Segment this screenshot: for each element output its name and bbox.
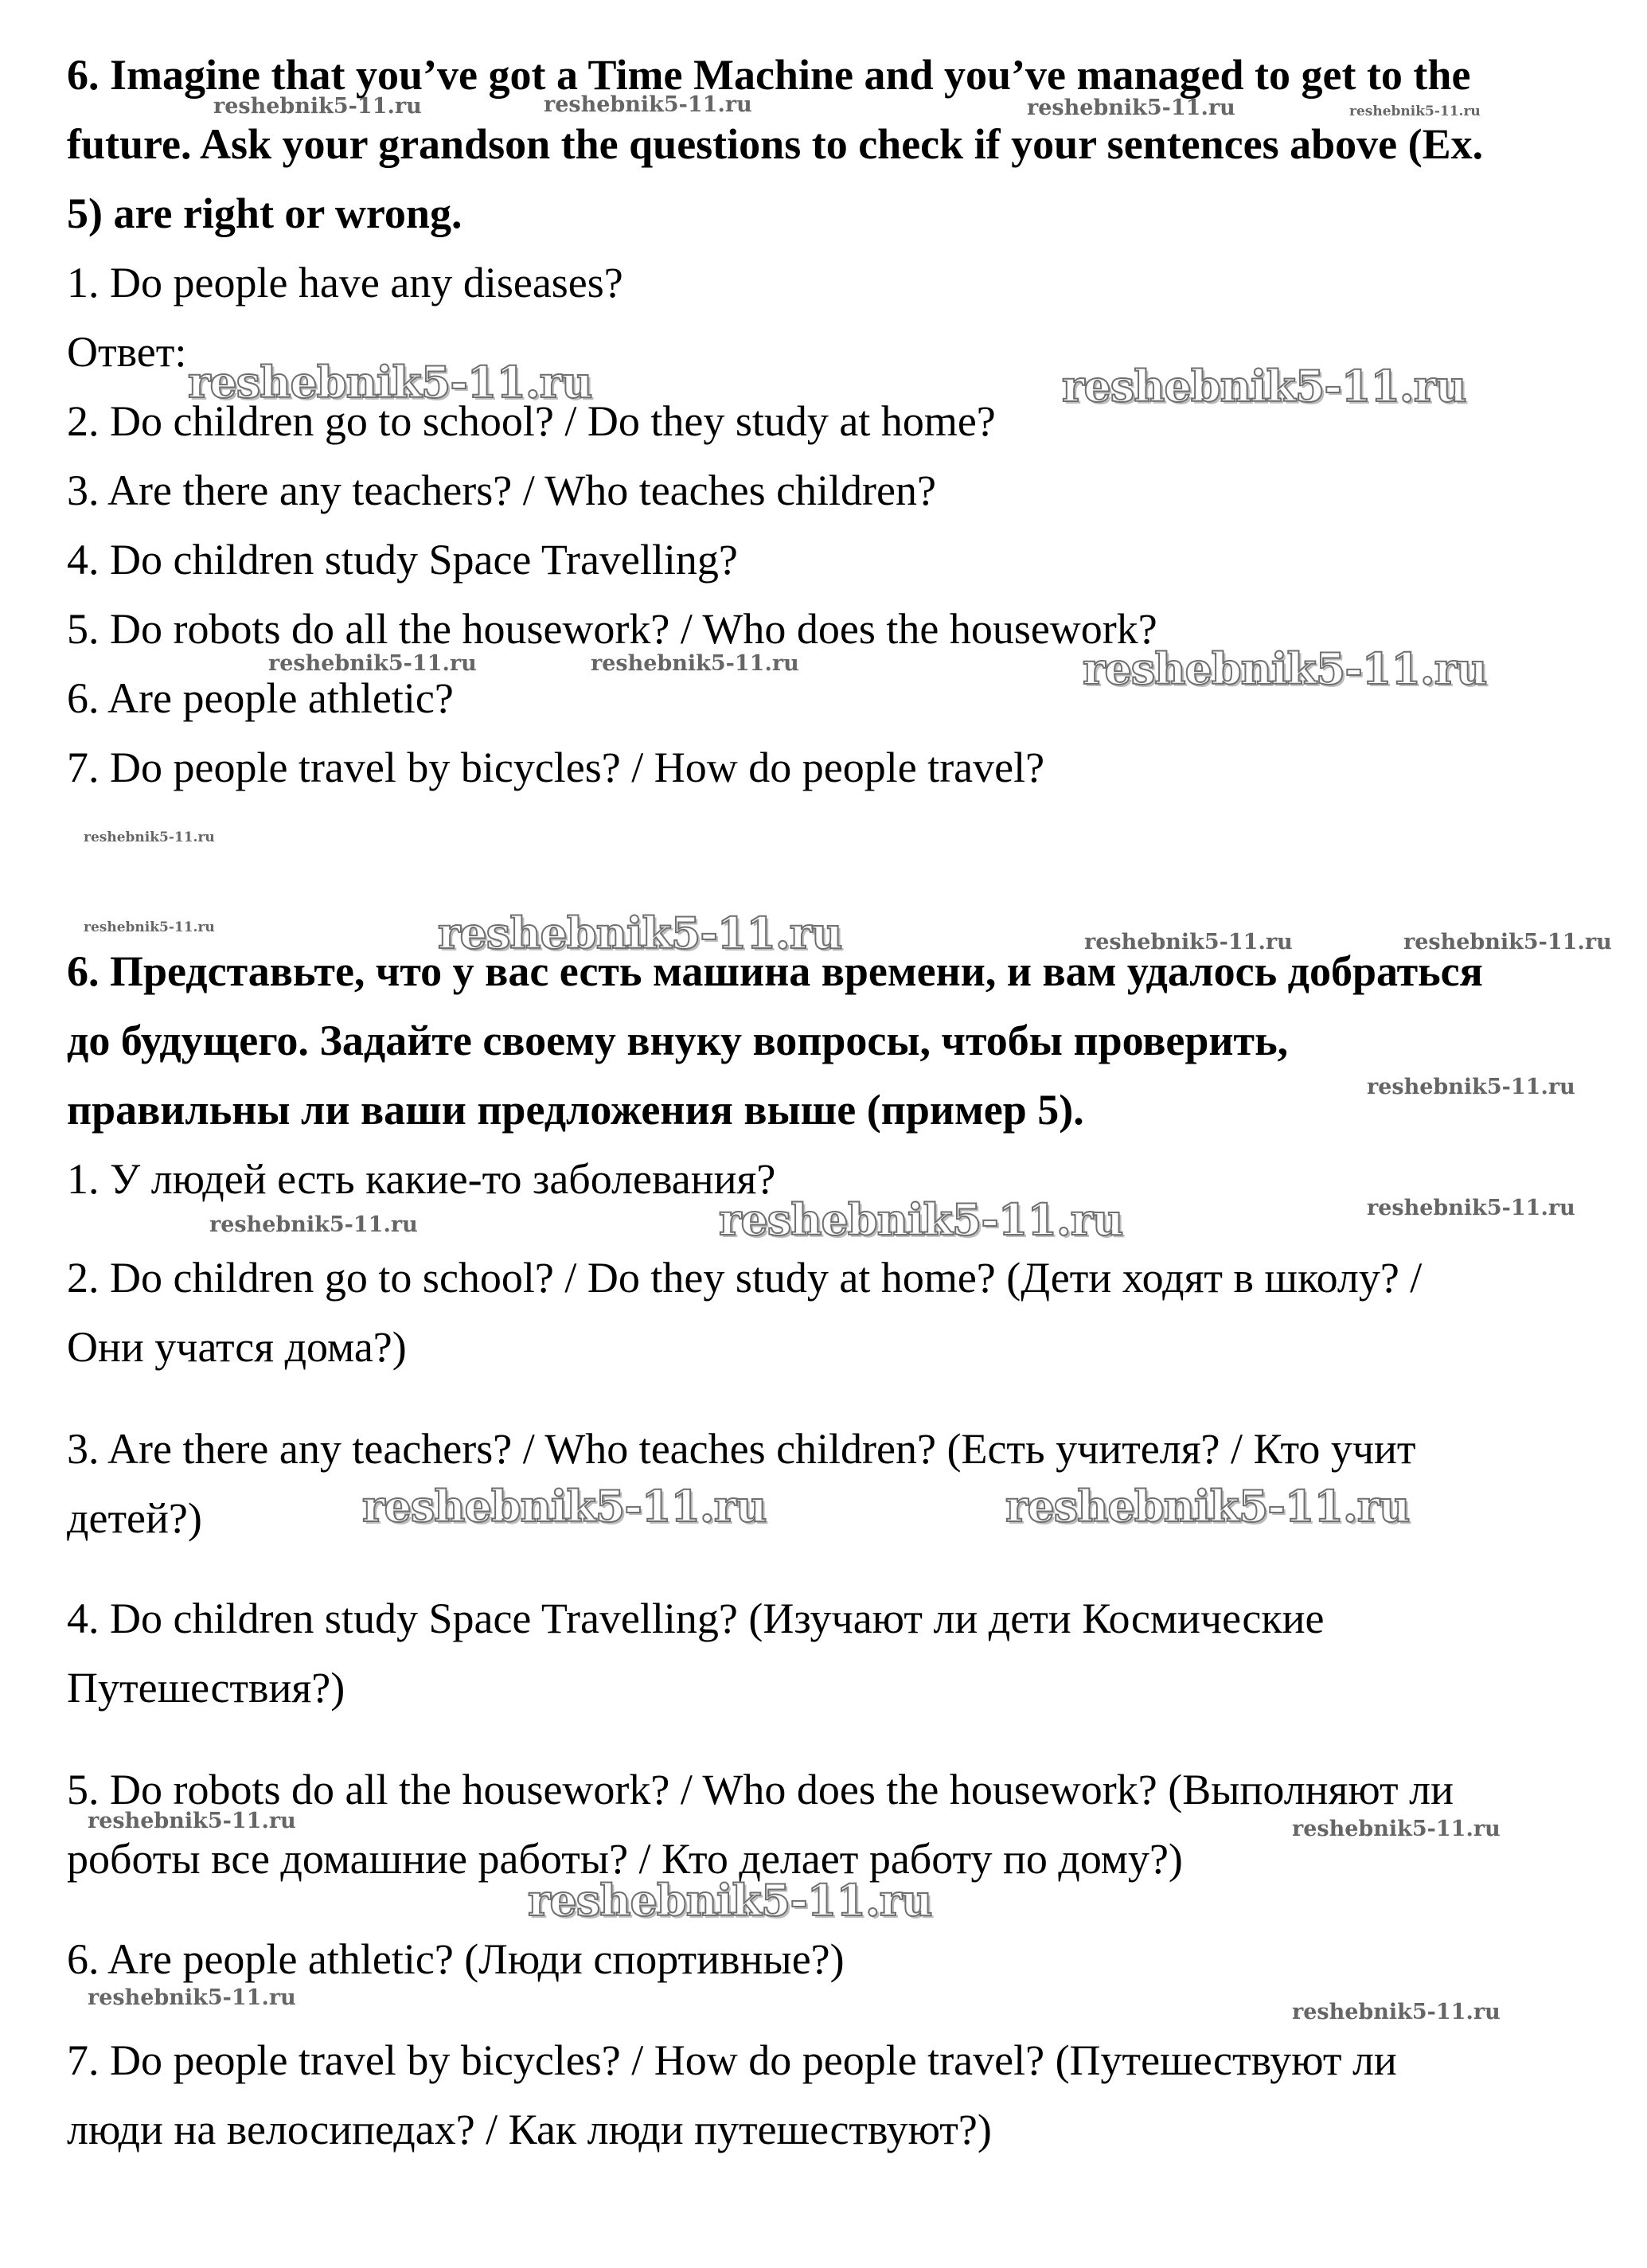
russian-question-3-line-1: 3. Are there any teachers? / Who teaches children? (Есть учителя? / Кто учит — [67, 1425, 1416, 1473]
english-question-7: 7. Do people travel by bicycles? / How do people travel? — [67, 744, 1045, 791]
watermark: reshebnik5-11.ru — [1292, 2000, 1501, 2024]
watermark: reshebnik5-11.ru — [719, 1194, 1123, 1245]
watermark: reshebnik5-11.ru — [188, 357, 592, 408]
russian-question-1: 1. У людей есть какие-то заболевания? — [67, 1155, 776, 1203]
watermark: reshebnik5-11.ru — [544, 92, 752, 117]
watermark: reshebnik5-11.ru — [88, 1809, 296, 1833]
watermark: reshebnik5-11.ru — [1367, 1196, 1575, 1220]
watermark: reshebnik5-11.ru — [84, 919, 215, 935]
watermark: reshebnik5-11.ru — [1349, 103, 1481, 119]
russian-heading-line-2: до будущего. Задайте своему внуку вопросы, чтобы проверить, — [67, 1017, 1289, 1064]
watermark: reshebnik5-11.ru — [1367, 1075, 1575, 1099]
watermark: reshebnik5-11.ru — [213, 94, 422, 119]
english-question-1: 1. Do people have any diseases? — [67, 259, 623, 306]
russian-question-5-line-1: 5. Do robots do all the housework? / Who does the housework? (Выполняют ли — [67, 1766, 1454, 1813]
watermark: reshebnik5-11.ru — [591, 651, 799, 676]
russian-question-7-line-2: люди на велосипедах? / Как люди путешествуют?) — [67, 2106, 992, 2153]
watermark: reshebnik5-11.ru — [1027, 96, 1235, 120]
watermark: reshebnik5-11.ru — [1005, 1481, 1410, 1532]
english-heading-line-3: 5) are right or wrong. — [67, 189, 462, 237]
english-question-5: 5. Do robots do all the housework? / Who does the housework? — [67, 605, 1157, 653]
watermark: reshebnik5-11.ru — [1084, 930, 1293, 954]
english-heading-line-2: future. Ask your grandson the questions to check if your sentences above (Ex. — [67, 120, 1484, 168]
english-heading-line-1: 6. Imagine that you’ve got a Time Machine and you’ve managed to get to the — [67, 51, 1471, 99]
russian-question-5-line-2: роботы все домашние работы? / Кто делает работу по дому?) — [67, 1835, 1183, 1883]
russian-question-2-line-2: Они учатся дома?) — [67, 1323, 407, 1371]
watermark: reshebnik5-11.ru — [84, 830, 215, 845]
english-question-2: 2. Do children go to school? / Do they study at home? — [67, 397, 996, 445]
russian-question-7-line-1: 7. Do people travel by bicycles? / How do people travel? (Путешествуют ли — [67, 2036, 1397, 2084]
watermark: reshebnik5-11.ru — [209, 1212, 418, 1237]
answer-label: Ответ: — [67, 328, 187, 376]
watermark: reshebnik5-11.ru — [88, 1985, 296, 2010]
watermark: reshebnik5-11.ru — [1292, 1817, 1501, 1841]
watermark: reshebnik5-11.ru — [1062, 361, 1466, 412]
russian-question-4-line-2: Путешествия?) — [67, 1664, 345, 1712]
russian-question-2-line-1: 2. Do children go to school? / Do they study at home? (Дети ходят в школу? / — [67, 1254, 1423, 1302]
watermark: reshebnik5-11.ru — [362, 1481, 767, 1532]
russian-heading-line-1: 6. Представьте, что у вас есть машина времени, и вам удалось добраться — [67, 947, 1483, 995]
english-question-6: 6. Are people athletic? — [67, 674, 454, 722]
watermark: reshebnik5-11.ru — [1083, 643, 1487, 694]
english-question-4: 4. Do children study Space Travelling? — [67, 536, 738, 584]
english-question-3: 3. Are there any teachers? / Who teaches children? — [67, 466, 936, 514]
russian-question-3-line-2: детей?) — [67, 1494, 202, 1542]
watermark: reshebnik5-11.ru — [438, 908, 842, 958]
russian-question-4-line-1: 4. Do children study Space Travelling? (Изучают ли дети Космические — [67, 1595, 1325, 1642]
watermark: reshebnik5-11.ru — [528, 1875, 932, 1926]
russian-question-6: 6. Are people athletic? (Люди спортивные?) — [67, 1935, 845, 1983]
watermark: reshebnik5-11.ru — [1403, 930, 1612, 954]
watermark: reshebnik5-11.ru — [268, 651, 477, 676]
russian-heading-line-3: правильны ли ваши предложения выше (пример 5). — [67, 1086, 1084, 1134]
